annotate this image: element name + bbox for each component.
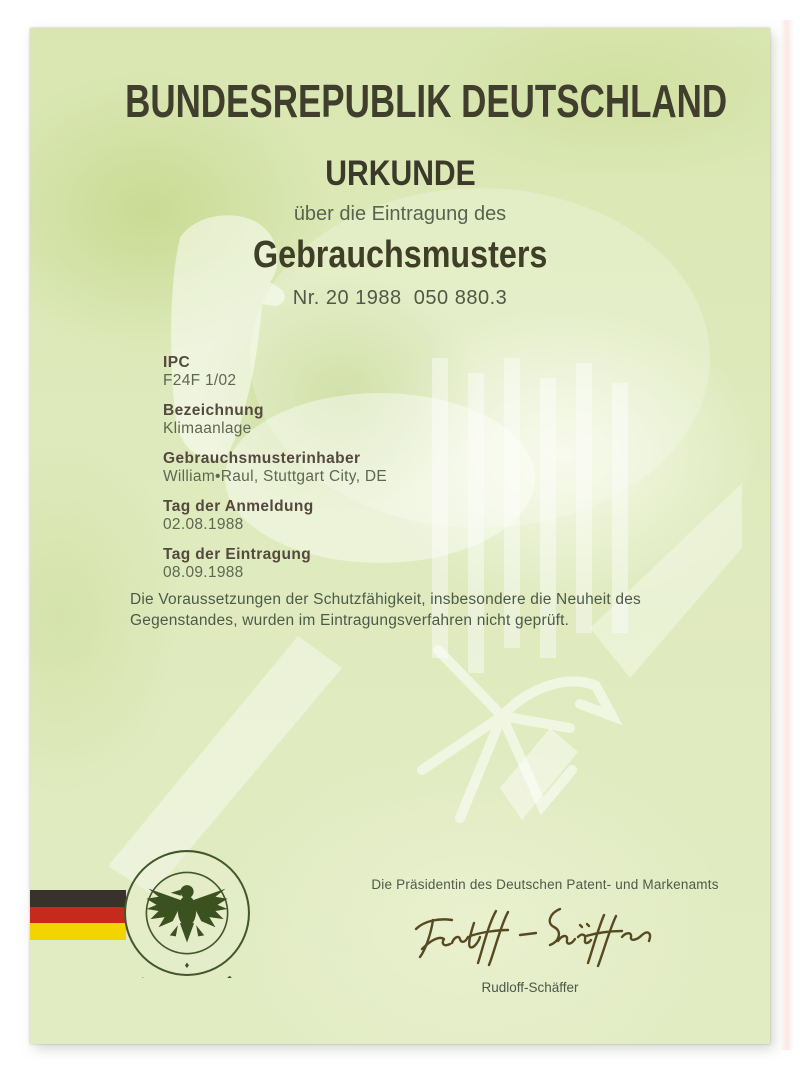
field-value: F24F 1/02 xyxy=(163,372,237,389)
intro-line xyxy=(30,203,770,226)
legal-note: Die Voraussetzungen der Schutzfähigkeit, insbesondere die Neuheit des Gegenstandes, wurden im Eintragungsverfahren nicht geprüft. xyxy=(130,591,641,629)
signature-scribble-icon xyxy=(408,903,658,969)
flag-gold-band xyxy=(30,923,126,940)
doc-title-text: URKUNDE xyxy=(324,154,476,193)
field-label: Gebrauchsmusterinhaber xyxy=(163,450,361,467)
field-label: IPC xyxy=(163,354,191,371)
field-value: 08.09.1988 xyxy=(163,564,244,581)
detail-fields xyxy=(163,354,583,594)
german-flag-stripe xyxy=(30,890,126,940)
intro-line-text: über die Eintragung des xyxy=(293,203,507,225)
registration-number xyxy=(30,287,770,310)
certificate-page xyxy=(30,28,770,1044)
field-value: Klimaanlage xyxy=(163,420,252,437)
official-seal xyxy=(122,848,252,978)
subject-title-text: Gebrauchsmusters xyxy=(252,234,548,276)
field-row-bezeichnung xyxy=(163,402,583,437)
issuer-line: Die Präsidentin des Deutschen Patent- und Markenamts xyxy=(371,877,719,892)
doc-title xyxy=(30,154,770,194)
scanner-edge-artifact xyxy=(780,20,794,1050)
country-title xyxy=(30,74,770,128)
seal-diamond-glyph: ♦ xyxy=(184,959,190,970)
registration-number-text: Nr. 20 1988 050 880.3 xyxy=(292,287,508,309)
flag-red-band xyxy=(30,907,126,924)
flag-black-band xyxy=(30,890,126,907)
signatory-name: Rudloff-Schäffer xyxy=(481,980,579,995)
field-label: Bezeichnung xyxy=(163,402,264,419)
field-value: 02.08.1988 xyxy=(163,516,244,533)
field-row-inhaber xyxy=(163,450,583,485)
field-row-eintragung xyxy=(163,546,583,581)
country-title-text: BUNDESREPUBLIK DEUTSCHLAND xyxy=(125,75,728,127)
field-label: Tag der Anmeldung xyxy=(163,498,314,515)
field-label: Tag der Eintragung xyxy=(163,546,312,563)
subject-title xyxy=(30,234,770,277)
field-value: William•Raul, Stuttgart City, DE xyxy=(163,468,388,485)
field-row-ipc xyxy=(163,354,583,389)
field-row-anmeldung xyxy=(163,498,583,533)
